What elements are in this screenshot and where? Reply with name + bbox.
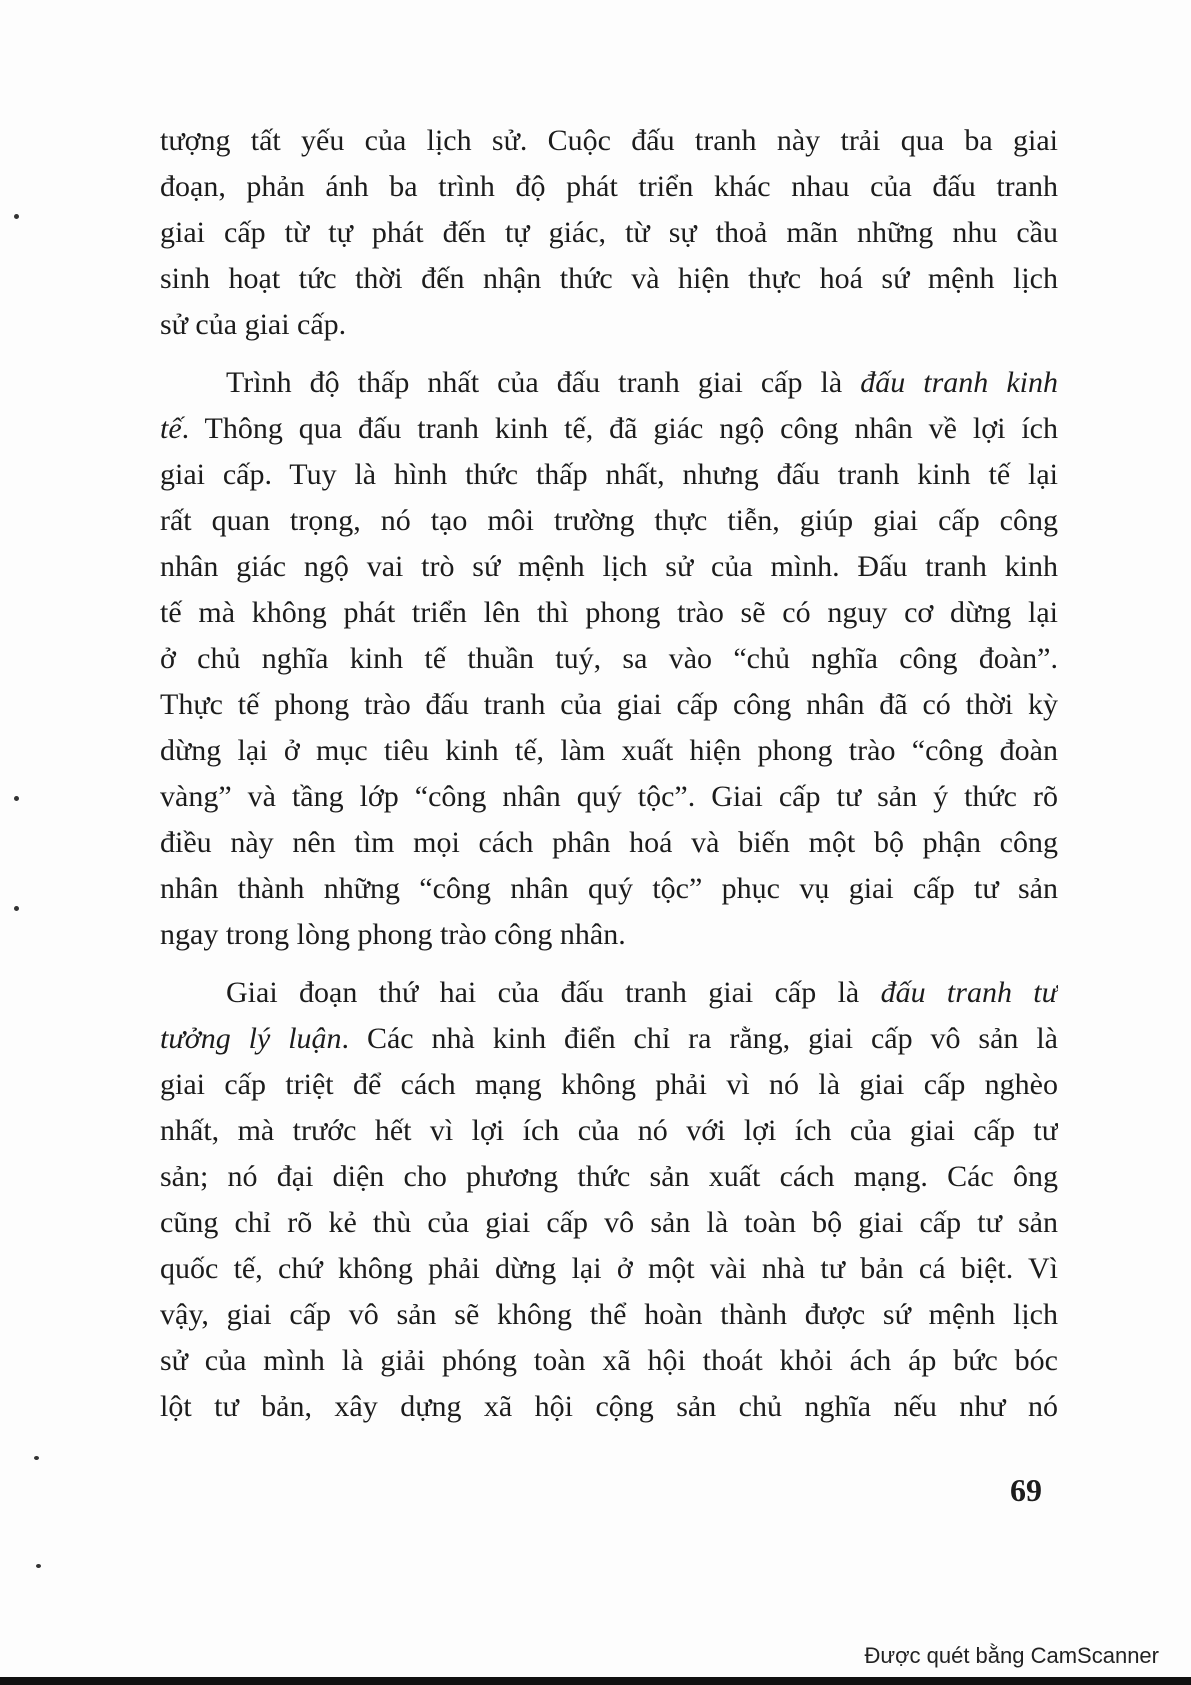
text-line bbox=[160, 970, 1058, 1016]
scan-speck bbox=[34, 1456, 39, 1460]
text-line: sản; nó đại diện cho phương thức sản xuất cách mạng. Các ông bbox=[160, 1160, 1058, 1193]
text-segment: Trình độ thấp nhất của đấu tranh giai cấp là bbox=[226, 366, 861, 399]
text-line: giai cấp. Tuy là hình thức thấp nhất, nhưng đấu tranh kinh tế lại bbox=[160, 458, 1058, 491]
emphasis-term: đấu tranh kinh bbox=[860, 366, 1058, 399]
text-line: ở chủ nghĩa kinh tế thuần tuý, sa vào “chủ nghĩa công đoàn”. bbox=[160, 642, 1058, 675]
text-line bbox=[160, 406, 1058, 452]
text-line: cũng chỉ rõ kẻ thù của giai cấp vô sản là toàn bộ giai cấp tư sản bbox=[160, 1206, 1058, 1239]
emphasis-term: tưởng lý luận bbox=[160, 1022, 342, 1055]
text-line: Thực tế phong trào đấu tranh của giai cấp công nhân đã có thời kỳ bbox=[160, 688, 1058, 721]
text-line: ngay trong lòng phong trào công nhân. bbox=[160, 918, 626, 951]
body-text bbox=[160, 118, 1058, 1430]
text-line: điều này nên tìm mọi cách phân hoá và biến một bộ phận công bbox=[160, 826, 1058, 859]
scan-speck bbox=[36, 1564, 41, 1568]
scan-speck bbox=[14, 906, 19, 911]
emphasis-term: đấu tranh tư bbox=[880, 976, 1058, 1009]
scan-speck bbox=[14, 214, 19, 219]
text-line: quốc tế, chứ không phải dừng lại ở một vài nhà tư bản cá biệt. Vì bbox=[160, 1252, 1058, 1285]
text-segment: . Các nhà kinh điển chỉ ra rằng, giai cấp vô sản là bbox=[341, 1022, 1058, 1055]
text-segment: Giai đoạn thứ hai của đấu tranh giai cấp là bbox=[226, 976, 881, 1009]
text-line bbox=[160, 360, 1058, 406]
text-line: vàng” và tầng lớp “công nhân quý tộc”. Giai cấp tư sản ý thức rõ bbox=[160, 780, 1058, 813]
text-line: giai cấp triệt để cách mạng không phải vì nó là giai cấp nghèo bbox=[160, 1068, 1058, 1101]
scanner-watermark: Được quét bằng CamScanner bbox=[864, 1643, 1159, 1668]
text-line: sinh hoạt tức thời đến nhận thức và hiện thực hoá sứ mệnh lịch bbox=[160, 262, 1058, 295]
text-line: tượng tất yếu của lịch sử. Cuộc đấu tranh này trải qua ba giai bbox=[160, 124, 1058, 157]
text-line: lột tư bản, xây dựng xã hội cộng sản chủ nghĩa nếu như nó bbox=[160, 1390, 1058, 1423]
text-line bbox=[160, 1016, 1058, 1062]
text-line: giai cấp từ tự phát đến tự giác, từ sự thoả mãn những nhu cầu bbox=[160, 216, 1058, 249]
text-line: tế mà không phát triển lên thì phong trào sẽ có nguy cơ dừng lại bbox=[160, 596, 1058, 629]
emphasis-term: tế bbox=[160, 412, 182, 445]
text-segment: . Thông qua đấu tranh kinh tế, đã giác ngộ công nhân về lợi ích bbox=[181, 412, 1058, 445]
text-line: nhân giác ngộ vai trò sứ mệnh lịch sử của mình. Đấu tranh kinh bbox=[160, 550, 1058, 583]
text-line: dừng lại ở mục tiêu kinh tế, làm xuất hiện phong trào “công đoàn bbox=[160, 734, 1058, 767]
scan-edge bbox=[0, 1677, 1191, 1685]
text-line: sử của mình là giải phóng toàn xã hội thoát khỏi ách áp bức bóc bbox=[160, 1344, 1058, 1377]
text-line: đoạn, phản ánh ba trình độ phát triển khác nhau của đấu tranh bbox=[160, 170, 1058, 203]
text-line: nhất, mà trước hết vì lợi ích của nó với lợi ích của giai cấp tư bbox=[160, 1114, 1058, 1147]
text-line: sử của giai cấp. bbox=[160, 308, 347, 341]
text-line: vậy, giai cấp vô sản sẽ không thể hoàn thành được sứ mệnh lịch bbox=[160, 1298, 1058, 1331]
text-line: rất quan trọng, nó tạo môi trường thực tiễn, giúp giai cấp công bbox=[160, 504, 1058, 537]
page-number: 69 bbox=[1010, 1472, 1042, 1508]
text-line: nhân thành những “công nhân quý tộc” phục vụ giai cấp tư sản bbox=[160, 872, 1058, 905]
scan-speck bbox=[14, 796, 19, 801]
